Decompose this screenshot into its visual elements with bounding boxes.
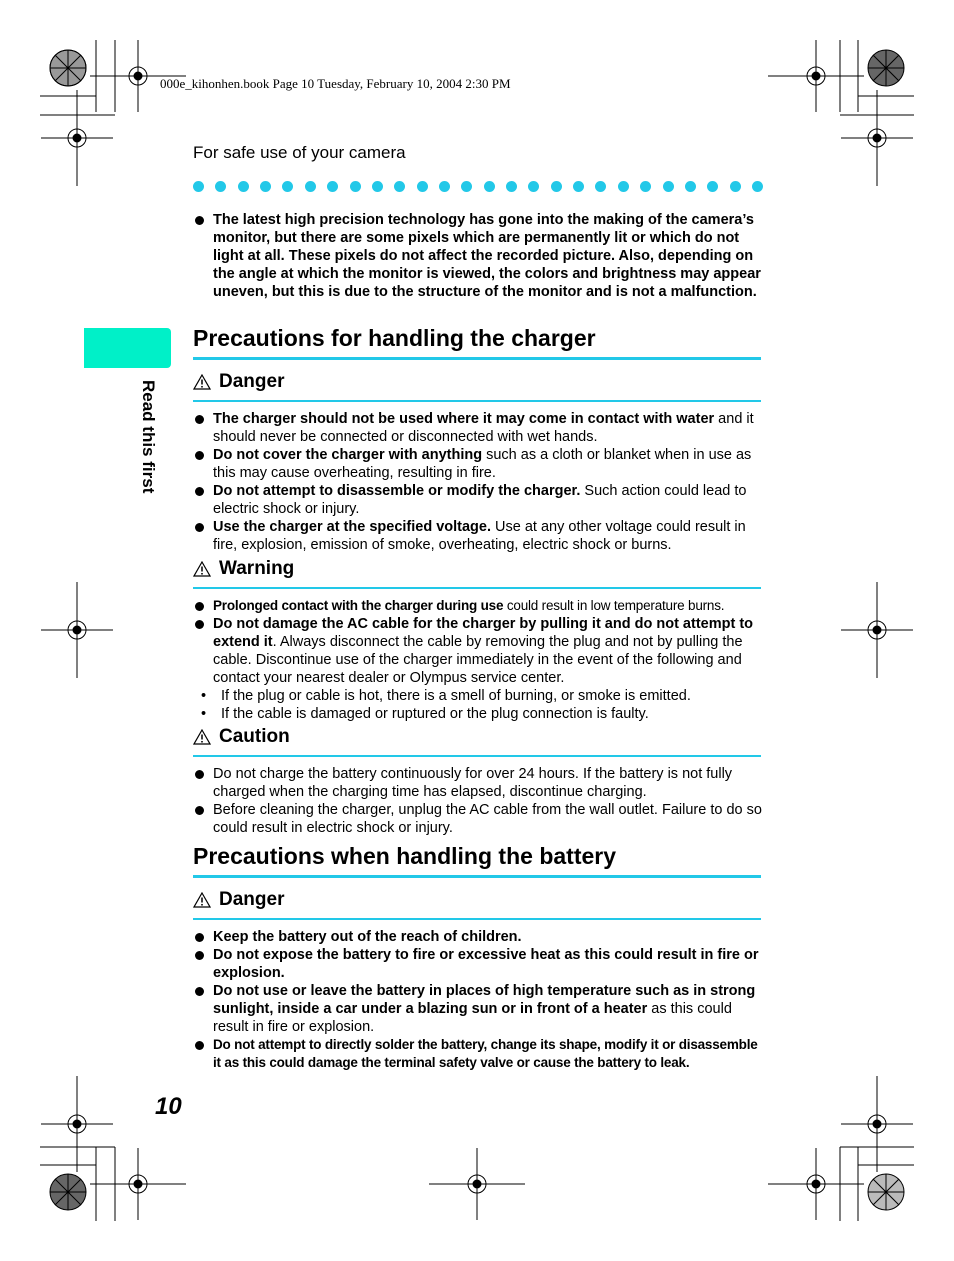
item-emphasis: Use the charger at the specified voltage. <box>213 519 492 535</box>
battery-danger-list <box>193 928 763 1072</box>
divider-dot <box>707 181 718 192</box>
list-item: Do not charge the battery continuously for over 24 hours. If the battery is not fully charged when the charging time has elapsed, discontinue charging. <box>193 765 763 801</box>
divider-dot <box>417 181 428 192</box>
divider-dot <box>238 181 249 192</box>
list-item <box>193 482 763 518</box>
divider-dot <box>305 181 316 192</box>
list-item <box>193 446 763 482</box>
divider-dot <box>551 181 562 192</box>
item-emphasis: Do not cover the charger with anything <box>213 447 483 463</box>
section-tab <box>84 328 171 368</box>
divider-dot <box>350 181 361 192</box>
sub-list-item: • If the plug or cable is hot, there is a smell of burning, or smoke is emitted. <box>201 687 763 705</box>
divider-dot <box>752 181 763 192</box>
item-emphasis: Do not damage the AC cable for the charger by pulling it and do not attempt to extend it <box>213 616 754 650</box>
item-emphasis: Prolonged contact with the charger during use <box>213 598 504 613</box>
charger-section-title: Precautions for handling the charger <box>193 323 761 360</box>
page-number: 10 <box>155 1093 182 1120</box>
charger-danger-heading <box>193 370 761 402</box>
divider-dot <box>260 181 271 192</box>
heading-label: Danger <box>219 889 285 910</box>
divider-dot <box>730 181 741 192</box>
divider-dot <box>394 181 405 192</box>
divider-dot <box>372 181 383 192</box>
list-item <box>193 1036 763 1072</box>
item-emphasis: Do not attempt to directly solder the battery, change its shape, modify it or disassemble it as this could damage the terminal safety valve or cause the battery to leak. <box>213 1037 758 1070</box>
section-tab-label: Read this first <box>139 380 158 494</box>
list-item <box>193 518 763 554</box>
divider-dot <box>439 181 450 192</box>
item-text: could result in low temperature burns. <box>503 598 725 613</box>
list-item <box>193 597 763 615</box>
divider-dot <box>461 181 472 192</box>
divider-dot <box>573 181 584 192</box>
item-text: Use at any other voltage could result in fire, explosion, emission of smoke, overheating, electric shock or burns. <box>213 519 746 553</box>
item-emphasis: Do not attempt to disassemble or modify the charger. <box>213 483 581 499</box>
heading-label: Warning <box>219 558 295 579</box>
charger-warning-list <box>193 597 763 723</box>
item-text: as this could result in fire or explosion. <box>213 1001 732 1035</box>
list-item <box>193 410 763 446</box>
running-title: For safe use of your camera <box>193 143 406 162</box>
item-text: such as a cloth or blanket when in use as this may cause overheating, resulting in fire. <box>213 447 752 481</box>
intro-notice <box>193 211 763 301</box>
battery-danger-heading <box>193 888 761 920</box>
divider-dot <box>282 181 293 192</box>
item-text: and it should never be connected or disconnected with wet hands. <box>213 411 754 445</box>
charger-caution-list <box>193 765 763 837</box>
heading-label: Danger <box>219 371 285 392</box>
charger-caution-heading <box>193 725 761 757</box>
divider-dot <box>685 181 696 192</box>
list-item <box>193 982 763 1036</box>
item-text: Such action could lead to electric shock or injury. <box>213 483 747 517</box>
divider-dot <box>595 181 606 192</box>
dot-divider <box>193 181 763 193</box>
item-emphasis: Do not use or leave the battery in places of high temperature such as in strong sunlight, inside a car under a blazing sun or in front of a heater <box>213 983 756 1017</box>
divider-dot <box>215 181 226 192</box>
item-emphasis: The charger should not be used where it may come in contact with water <box>213 411 715 427</box>
item-emphasis: Keep the battery out of the reach of children. <box>213 929 522 945</box>
list-item <box>193 928 763 946</box>
warning-triangle-icon <box>193 561 211 577</box>
book-file-header: 000e_kihonhen.book Page 10 Tuesday, February 10, 2004 2:30 PM <box>160 76 511 91</box>
item-emphasis: Do not expose the battery to fire or excessive heat as this could result in fire or explosion. <box>213 947 759 981</box>
divider-dot <box>663 181 674 192</box>
warning-triangle-icon <box>193 729 211 745</box>
divider-dot <box>528 181 539 192</box>
heading-label: Caution <box>219 726 290 747</box>
divider-dot <box>506 181 517 192</box>
battery-section-title: Precautions when handling the battery <box>193 841 761 878</box>
intro-text: The latest high precision technology has gone into the making of the camera’s monitor, but there are some pixels which are permanently lit or which do not light at all. These pixels do not affect the recorded picture. Also, depending on the angle at which the monitor is viewed, the colors and brightness may appear uneven, but this is due to the structure of the monitor and is not a malfunction. <box>193 211 763 301</box>
warning-triangle-icon <box>193 374 211 390</box>
sub-list-item: • If the cable is damaged or ruptured or the plug connection is faulty. <box>201 705 763 723</box>
list-item <box>193 615 763 687</box>
list-item <box>193 946 763 982</box>
charger-warning-heading <box>193 557 761 589</box>
warning-triangle-icon <box>193 892 211 908</box>
divider-dot <box>618 181 629 192</box>
divider-dot <box>484 181 495 192</box>
item-text: . Always disconnect the cable by removing the plug and not by pulling the cable. Discontinue use of the charger immediately in the event of the following and contact your nearest dealer or Olympus service center. <box>213 634 743 686</box>
charger-danger-list <box>193 410 763 554</box>
list-item: Before cleaning the charger, unplug the AC cable from the wall outlet. Failure to do so could result in electric shock or injury. <box>193 801 763 837</box>
divider-dot <box>193 181 204 192</box>
divider-dot <box>327 181 338 192</box>
divider-dot <box>640 181 651 192</box>
